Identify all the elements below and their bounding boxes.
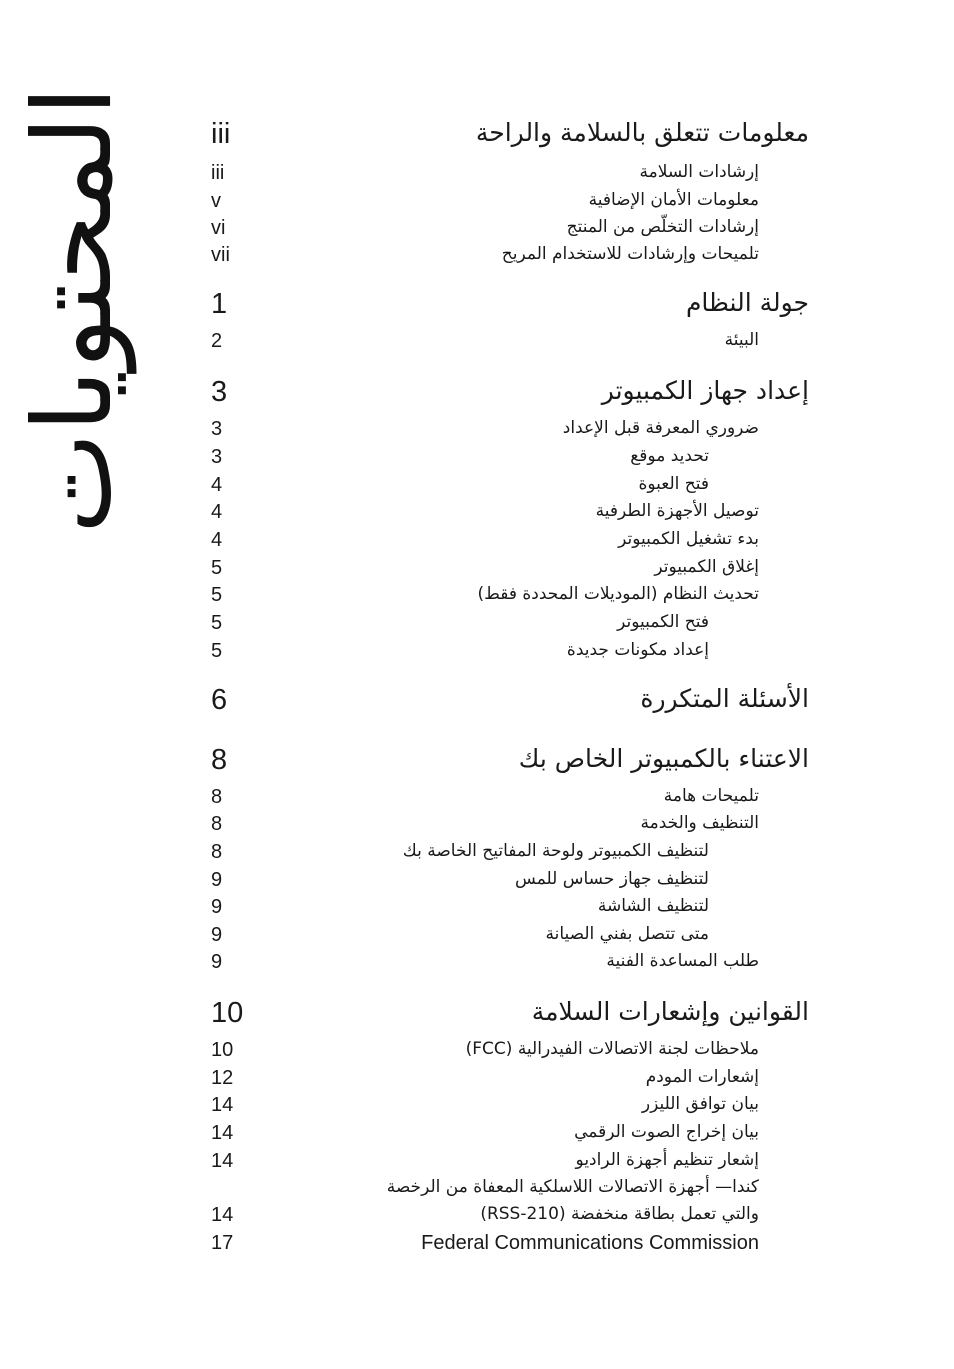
toc-entry-title: إشعار تنظيم أجهزة الراديو [575,1150,759,1170]
toc-entry-title: لتنظيف الشاشة [597,896,709,916]
toc-entry-title: معلومات الأمان الإضافية [588,190,759,210]
toc-entry-title: لتنظيف جهاز حساس للمس [515,869,709,889]
toc-chapter-title: معلومات تتعلق بالسلامة والراحة [475,118,809,147]
toc-page-number: 12 [211,1067,234,1089]
toc-entry-title: بيان إخراج الصوت الرقمي [574,1122,759,1142]
toc-page-number: 8 [211,841,223,863]
toc-page-number: 3 [211,418,223,440]
toc-entry-title: متى تتصل بفني الصيانة [545,924,709,944]
toc-entry-title: والتي تعمل بطاقة منخفضة (RSS-210) [480,1204,759,1224]
toc-entry-title: Federal Communications Commission [421,1232,759,1254]
toc-page-number: iii [211,162,225,184]
toc-page-number: 5 [211,557,223,579]
toc-page-number: 9 [211,951,223,973]
toc-chapter-title: الأسئلة المتكررة [640,684,809,713]
toc-entry-title: توصيل الأجهزة الطرفية [595,501,759,521]
toc-entry-title: إشعارات المودم [645,1067,759,1087]
toc-chapter-title: إعداد جهاز الكمبيوتر [601,376,809,405]
toc-entry-title: تحديث النظام (الموديلات المحددة فقط) [477,584,759,604]
toc-page-number: 8 [211,744,228,776]
toc-entry-title: لتنظيف الكمبيوتر ولوحة المفاتيح الخاصة بك [402,841,709,861]
toc-page-number: iii [211,118,231,150]
toc-page-number: 5 [211,612,223,634]
toc-page-number: 8 [211,786,223,808]
toc-entry-title: تلميحات هامة [663,786,759,806]
toc-page-number: 4 [211,501,223,523]
toc-page-number: vi [211,217,226,239]
toc-chapter-title: الاعتناء بالكمبيوتر الخاص بك [518,744,809,773]
toc-entry-title: طلب المساعدة الفنية [606,951,759,971]
toc-page-number: 5 [211,640,223,662]
toc-entry-title: البيئة [724,330,759,350]
toc-page-number: 14 [211,1150,234,1172]
toc-entry-title: تحديد موقع [630,446,709,466]
toc-page-number: 9 [211,924,223,946]
toc-entry-title: بيان توافق الليزر [641,1094,759,1114]
page-title-vertical [11,85,136,535]
toc-page-number: 9 [211,896,223,918]
toc-page-number: 17 [211,1232,234,1254]
toc-entry-title: إرشادات التخلّص من المنتج [566,217,759,237]
toc-page-number: 5 [211,584,223,606]
toc-page-number: 14 [211,1204,234,1226]
toc-page-number: 1 [211,288,228,320]
toc-page-number: 4 [211,474,223,496]
toc-page-number: 8 [211,813,223,835]
toc-entry-title: إرشادات السلامة [639,162,759,182]
toc-entry-title: إعداد مكونات جديدة [566,640,709,660]
toc-page-number: vii [211,244,230,266]
toc-page-number: 3 [211,446,223,468]
toc-page-number: v [211,190,221,212]
toc-page-number: 14 [211,1094,234,1116]
toc-page-number: 6 [211,684,228,716]
toc-page-number: 4 [211,529,223,551]
toc-page-number: 9 [211,869,223,891]
toc-entry-title: فتح العبوة [638,474,709,494]
toc-page-number: 10 [211,1039,234,1061]
toc-chapter-title: القوانين وإشعارات السلامة [531,997,809,1026]
toc-page-number: 10 [211,997,244,1029]
toc-entry-title: فتح الكمبيوتر [617,612,709,632]
toc-entry-title: بدء تشغيل الكمبيوتر [618,529,759,549]
toc-entry-title: كندا— أجهزة الاتصالات اللاسلكية المعفاة من الرخصة [386,1177,759,1197]
toc-page-number: 2 [211,330,223,352]
page-title: المحتويات [11,85,136,535]
toc-entry-title: ملاحظات لجنة الاتصالات الفيدرالية (FCC) [465,1039,759,1059]
toc-page-number: 14 [211,1122,234,1144]
toc-page-number: 3 [211,376,228,408]
toc-entry-title: تلميحات وإرشادات للاستخدام المريح [501,244,759,264]
toc-entry-title: التنظيف والخدمة [640,813,759,833]
toc-entry-title: ضروري المعرفة قبل الإعداد [562,418,759,438]
toc-entry-title: إغلاق الكمبيوتر [654,557,759,577]
toc-chapter-title: جولة النظام [685,288,809,317]
